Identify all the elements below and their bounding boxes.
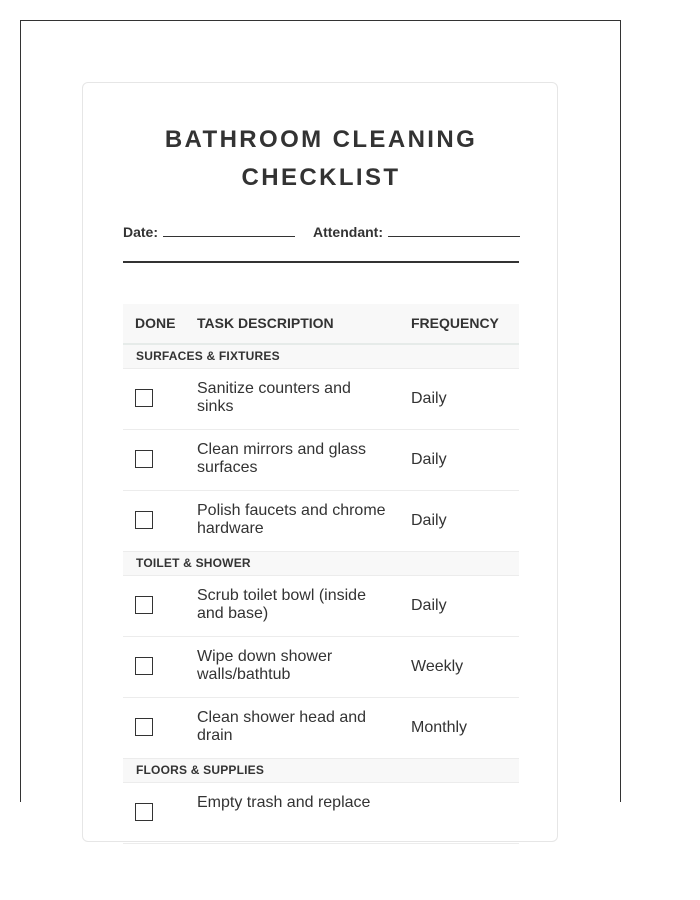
section-toilet-shower [123,552,519,576]
task-frequency: Daily [411,390,447,407]
date-label: Date: [123,224,159,240]
done-checkbox[interactable] [135,803,153,821]
date-blank-line[interactable] [163,222,295,237]
section-floors-supplies [123,759,519,783]
done-checkbox[interactable] [135,596,153,614]
header-done: DONE [135,315,176,331]
section-surfaces-fixtures [123,345,519,369]
title-line-2: CHECKLIST [241,164,401,191]
table-row [123,430,519,491]
table-row [123,698,519,759]
section-label: SURFACES & FIXTURES [136,349,280,363]
task-frequency: Weekly [411,658,464,675]
header-divider [123,261,519,263]
done-checkbox[interactable] [135,450,153,468]
section-label: TOILET & SHOWER [136,556,251,570]
table-row [123,576,519,637]
done-checkbox[interactable] [135,389,153,407]
header-fields [123,222,519,242]
task-description: Clean mirrors and glass surfaces [197,441,366,476]
table-row [123,783,519,844]
task-description: Scrub toilet bowl (inside and base) [197,587,366,622]
task-frequency: Daily [411,451,447,468]
checklist-card [82,82,558,842]
task-frequency: Daily [411,512,447,529]
task-description: Clean shower head and drain [197,709,367,744]
task-description: Empty trash and replace [197,794,371,811]
checklist-table [123,304,519,844]
task-description: Wipe down shower walls/bathtub [197,648,333,683]
table-row [123,491,519,552]
table-row [123,637,519,698]
table-header [123,304,519,345]
task-description: Polish faucets and chrome hardware [197,502,386,537]
done-checkbox[interactable] [135,718,153,736]
header-task-description: TASK DESCRIPTION [197,315,334,331]
attendant-label: Attendant: [313,224,383,240]
title-line-1: BATHROOM CLEANING [164,126,478,153]
page-frame [20,20,621,811]
task-description: Sanitize counters and sinks [197,380,351,415]
attendant-blank-line[interactable] [388,222,520,237]
section-label: FLOORS & SUPPLIES [136,763,265,777]
task-frequency: Monthly [411,719,468,736]
date-field[interactable] [123,222,295,240]
attendant-field[interactable] [313,222,520,240]
done-checkbox[interactable] [135,511,153,529]
header-frequency: FREQUENCY [411,315,499,331]
table-row [123,369,519,430]
task-frequency: Daily [411,597,447,614]
page-title [83,121,559,197]
done-checkbox[interactable] [135,657,153,675]
